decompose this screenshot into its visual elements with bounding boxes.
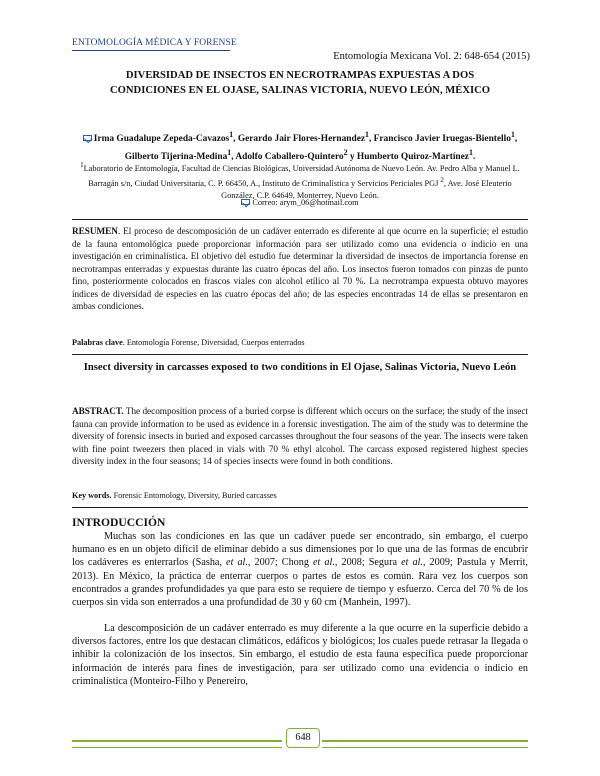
- intro-heading: INTRODUCCIÓN: [72, 516, 166, 529]
- resumen-label: RESUMEN: [72, 226, 118, 236]
- author-affiliation-marker: 1: [229, 130, 234, 139]
- key-words-label: Key words.: [72, 491, 112, 500]
- running-head-underline: [72, 50, 230, 51]
- intro-p1-text: , 2007; Chong: [247, 557, 313, 569]
- footer-ornament-right: [322, 740, 528, 748]
- abstract-label: ABSTRACT.: [72, 406, 124, 416]
- author-list: [72, 128, 528, 164]
- intro-paragraph-2: La descomposición de un cadáver enterrado es muy diferente a la que ocurre en la superficie debido a diversos factores, entre los que destacan climáticos, edáficos y biológicos; los cuales puede retrasar la llegada o inhibir la colonización de los insectos. Sin embargo, el estudio de esta fauna específica puede proporcionar información de interés para fines de investigación, para ser utilizado como una evidencia o indicio en criminalística (Monteiro-Filho y Penereiro,: [72, 623, 528, 687]
- et-al-2: et al.: [313, 557, 335, 569]
- author-affiliation-marker: 1: [468, 148, 473, 158]
- section-divider: [72, 219, 528, 220]
- intro-p1-text: Muchas son las condiciones en las que un cadáver puede ser encontrado, sin embargo, el cuerpo humano es en un objeto difícil de eliminar debido a sus dimensiones por lo que una de las formas de encubrir los cadáveres es enterrarlos (Sasha,: [72, 531, 528, 569]
- section-divider: [72, 507, 528, 508]
- envelope-icon: [241, 199, 250, 205]
- section-divider: [72, 354, 528, 355]
- author-affiliation-marker: 1: [510, 130, 515, 139]
- abstract-text: The decomposition process of a buried corpse is different which occurs on the surface; the study of the insect fauna can provide information to be used as evidence in a forensic investigation. The aim of the study was to determine the diversity of forensic insects in buried and exposed carcasses throughout the four seasons of the year. The insects were taken with fine point tweezers then placed in vials with 70 % ethyl alcohol. The carcass exposed registered highest species diversity index in the four seasons; 14 of species insects were found in both conditions.: [72, 406, 528, 466]
- email-text: Correo: arym_06@hotmail.com: [252, 198, 359, 207]
- palabras-clave-label: Palabras clave: [72, 338, 123, 347]
- footer-ornament-left: [72, 740, 282, 748]
- key-words-text: Forensic Entomology, Diversity, Buried carcasses: [111, 491, 277, 500]
- author-affiliation-marker: 2: [343, 148, 348, 158]
- author-name: Irma Guadalupe Zepeda-Cavazos: [93, 134, 230, 145]
- resumen-block: [72, 225, 528, 313]
- affiliation-text-1: Laboratorio de Entomología, Facultad de Ciencias Biológicas, Universidad Autónoma de Nuevo León. Av. Pedro Alba y Manuel L. Barragán s/n, Ciudad Universitaria, C. P. 66450, A., Instituto de Criminalística y Servicios Periciales PGJ: [83, 163, 520, 188]
- english-title: Insect diversity in carcasses exposed to two conditions in El Ojase, Salinas Victoria, Nuevo León: [83, 362, 517, 373]
- abstract-block: [72, 405, 528, 468]
- intro-p1-text: , 2008; Segura: [334, 557, 402, 569]
- page-number: 648: [286, 728, 320, 748]
- affiliations: [72, 160, 528, 202]
- resumen-text: . El proceso de descomposición de un cadáver enterrado es diferente al que ocurre en la superficie; el estudio de la fauna entomológica puede proporcionar información para ser utilizado como una evidencia o indicio en una investigación en criminalística. El objetivo del estudio fue determinar la diversidad de insectos de importancia forense en necrotrampas enterradas y expuestas durante las cuatro épocas del año. Los insectos fueron tomados con pinzas de punto fino, posteriormente colocados en frascos viales con alcohol etílico al 70 %. La necrotrampa expuesta obtuvo mayores índices de diversidad de especies en las cuatro épocas del año; de las especies encontradas 14 de ellas se presentaron en ambas condiciones.: [72, 226, 528, 311]
- author-affiliation-marker: 1: [365, 130, 369, 139]
- author-name: Adolfo Caballero-Quintero: [235, 152, 344, 163]
- envelope-icon: [83, 135, 92, 141]
- intro-paragraph-1: [72, 530, 528, 609]
- author-separator: ,: [514, 134, 518, 145]
- author-separator: ,: [231, 152, 236, 163]
- et-al-3: et al.: [401, 557, 423, 569]
- author-name: Francisco Javier Iruegas-Bientello: [373, 134, 511, 145]
- key-words: [72, 491, 528, 500]
- running-head: ENTOMOLOGÍA MÉDICA Y FORENSE: [72, 38, 237, 48]
- article-title: DIVERSIDAD DE INSECTOS EN NECROTRAMPAS EXPUESTAS A DOS CONDICIONES EN EL OJASE, SALINAS VICTORIA, NUEVO LEÓN, MÉXICO: [110, 70, 490, 96]
- author-separator: .: [472, 152, 476, 163]
- journal-reference: Entomología Mexicana Vol. 2: 648-654 (2015): [333, 51, 530, 62]
- affiliation-text-2: , Ave. José Eleuterio González, C.P. 64649, Monterrey, Nuevo León.: [221, 178, 512, 200]
- author-separator: ,: [233, 134, 238, 145]
- author-separator: y: [347, 152, 357, 163]
- author-name: Humberto Quiroz-Martínez: [356, 152, 469, 163]
- intro-p1-text: , 2009; Pastula y Merrit, 2013). En México, la práctica de enterrar cuerpos o partes de estos es común. Rara vez los cuerpos son encontrados a grandes profundidades ya que para esto se requiere de tiempo y esfuerzo. Cerca del 70 % de los cuerpos sin vida son enterrados a una profundidad de 30 y 60 cm (Manhein, 1997).: [72, 557, 528, 609]
- affiliation-marker-2: 2: [440, 176, 444, 184]
- et-al-1: et al.: [226, 557, 248, 569]
- author-affiliation-marker: 1: [227, 148, 232, 158]
- palabras-clave-text: . Entomología Forense, Diversidad, Cuerpos enterrados: [122, 338, 305, 347]
- palabras-clave: [72, 338, 528, 347]
- author-name: Gerardo Jair Flores-Hernandez: [237, 134, 366, 145]
- affiliation-marker-1: 1: [80, 162, 84, 169]
- contact-email[interactable]: [72, 198, 528, 207]
- author-name: Gilberto Tijerina-Medina: [124, 152, 228, 163]
- author-separator: ,: [368, 134, 374, 145]
